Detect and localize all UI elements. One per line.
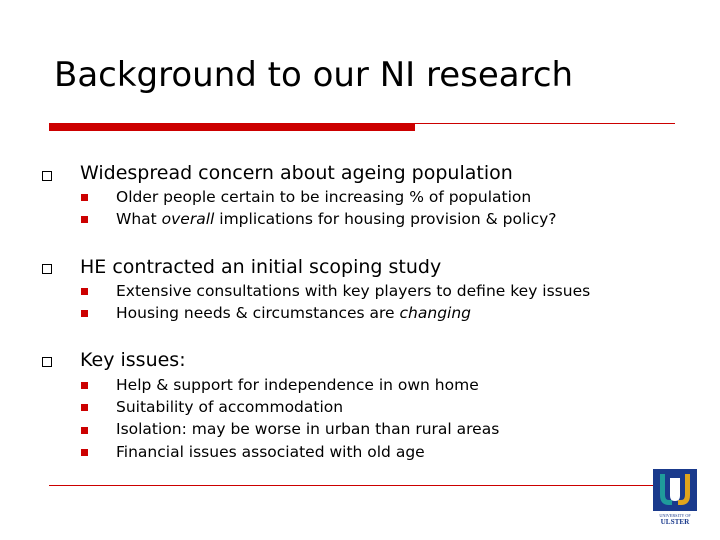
bullet-text: Extensive consultations with key players to define key issues [116, 282, 591, 300]
bullet-square [81, 382, 88, 389]
section-bullet-box [42, 171, 52, 181]
bullet-square [81, 449, 88, 456]
slide-title: Background to our NI research [54, 55, 574, 95]
title-underline-thin [415, 123, 675, 124]
bullet-text: Help & support for independence in own home [116, 376, 479, 394]
logo-text-ulster: ULSTER [660, 518, 690, 525]
section-heading: Key issues: [80, 349, 186, 371]
section-bullet-box [42, 264, 52, 274]
bullet-square [81, 310, 88, 317]
bullet-text: Suitability of accommodation [116, 398, 344, 416]
bullet-square [81, 194, 88, 201]
university-of-ulster-logo [652, 469, 698, 525]
bullet-square [81, 288, 88, 295]
footer-rule [49, 485, 675, 486]
section-bullet-box [42, 357, 52, 367]
bullet-square [81, 427, 88, 434]
bullet-text: Isolation: may be worse in urban than rural areas [116, 420, 500, 438]
logo-u-center [670, 478, 680, 501]
title-underline-thick [49, 123, 415, 131]
bullet-text: What overall implications for housing provision & policy? [116, 210, 557, 228]
section-heading: Widespread concern about ageing population [80, 162, 513, 184]
logo-text-university: UNIVERSITY OF [659, 513, 691, 518]
bullet-square [81, 404, 88, 411]
bullet-square [81, 216, 88, 223]
section-heading: HE contracted an initial scoping study [80, 256, 442, 278]
bullet-text: Housing needs & circumstances are changing [116, 304, 472, 322]
bullet-text: Financial issues associated with old age [116, 443, 425, 461]
bullet-text: Older people certain to be increasing % of population [116, 188, 532, 206]
